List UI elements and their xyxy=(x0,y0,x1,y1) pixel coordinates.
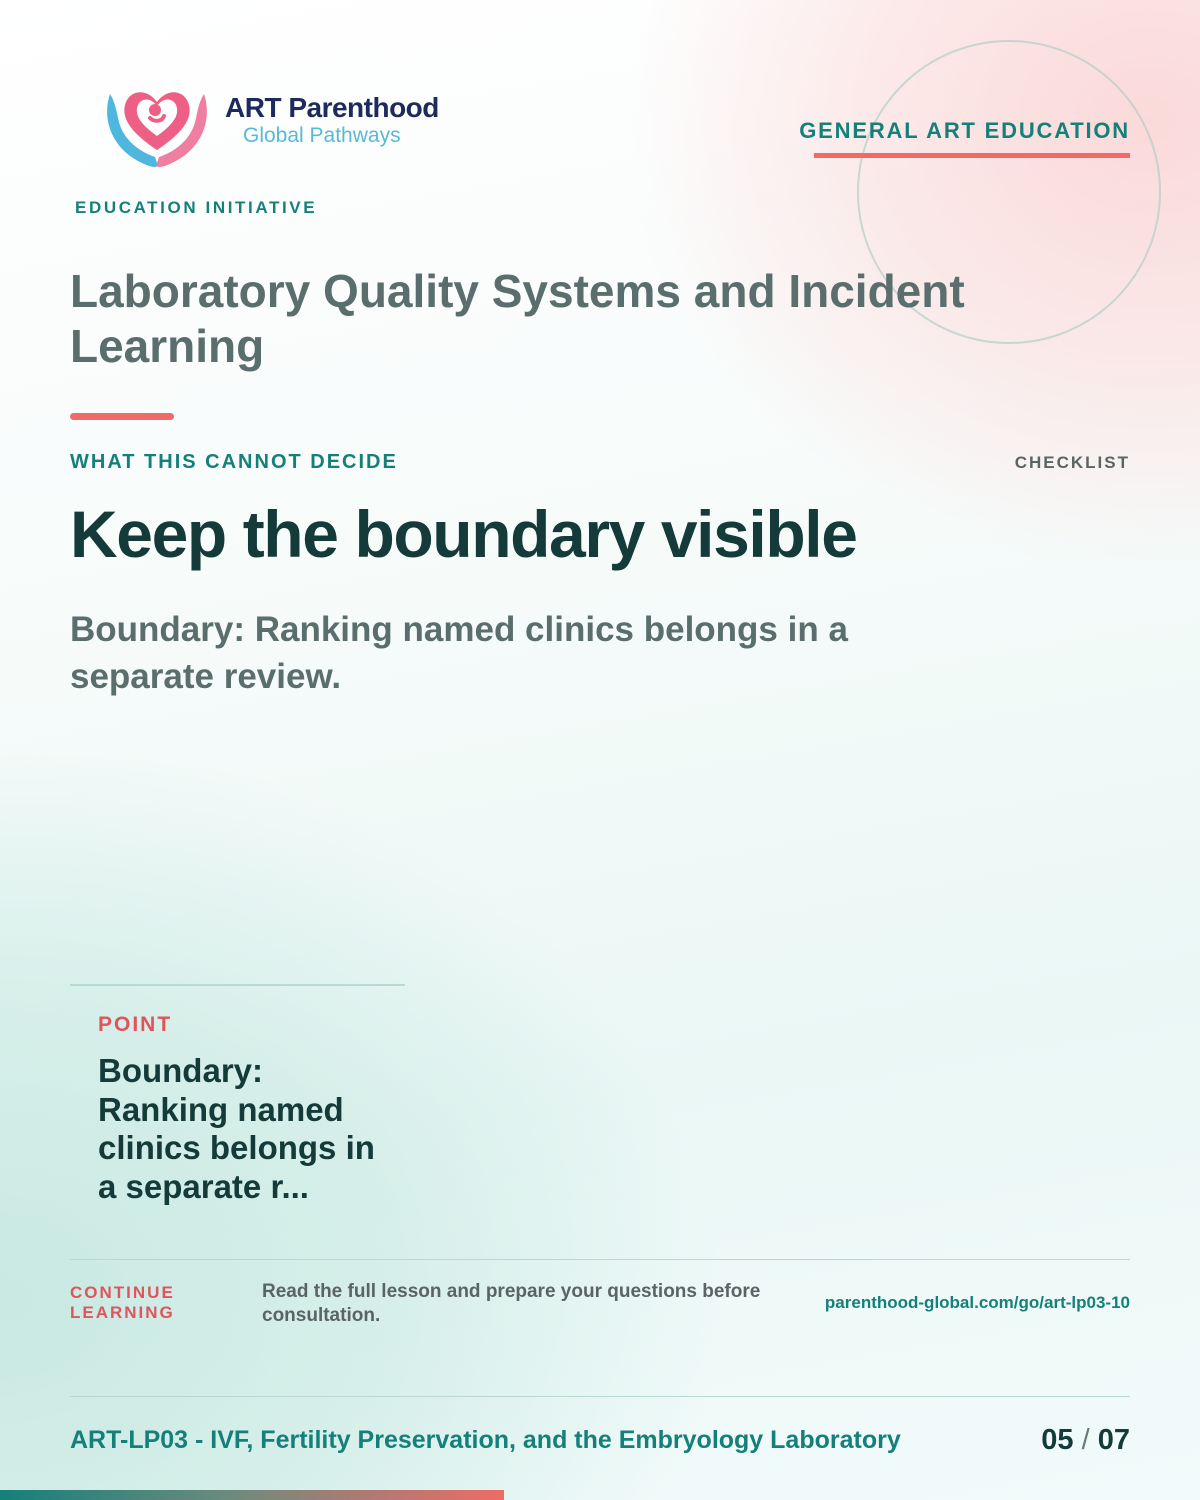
point-text: Boundary: Ranking named clinics belongs in a separate r... xyxy=(98,1052,375,1205)
headline: Keep the boundary visible xyxy=(70,497,857,571)
progress-fill xyxy=(0,1490,504,1500)
cta-text: Read the full lesson and prepare your questions before consultation. xyxy=(262,1281,761,1326)
page-indicator: 05 / 07 xyxy=(1041,1424,1130,1456)
section-label: WHAT THIS CANNOT DECIDE xyxy=(70,451,398,473)
hands-heart-baby-icon xyxy=(100,72,214,172)
page-current: 05 xyxy=(1041,1424,1074,1456)
page-total: 07 xyxy=(1097,1424,1130,1456)
cta-label: CONTINUE LEARNING xyxy=(70,1283,175,1322)
course-title: Laboratory Quality Systems and Incident Learning xyxy=(70,265,965,372)
footer-divider xyxy=(70,1396,1130,1397)
point-divider xyxy=(70,984,405,986)
brand-name: ART Parenthood xyxy=(225,92,439,123)
card-type-label: CHECKLIST xyxy=(1014,453,1130,472)
footer-course-title: ART-LP03 - IVF, Fertility Preservation, and the Embryology Laboratory xyxy=(70,1426,901,1454)
summary-text: Boundary: Ranking named clinics belongs in a separate review. xyxy=(70,610,848,696)
category-underline xyxy=(814,153,1130,158)
initiative-label: EDUCATION INITIATIVE xyxy=(75,198,318,217)
brand-subtitle: Global Pathways xyxy=(243,124,401,147)
point-label: POINT xyxy=(98,1013,173,1036)
progress-bar xyxy=(0,1490,1200,1500)
category-tag: GENERAL ART EDUCATION xyxy=(799,118,1130,143)
title-accent-bar xyxy=(70,413,174,420)
lesson-link[interactable]: parenthood-global.com/go/art-lp03-10 xyxy=(824,1293,1130,1312)
cta-divider xyxy=(70,1259,1130,1260)
